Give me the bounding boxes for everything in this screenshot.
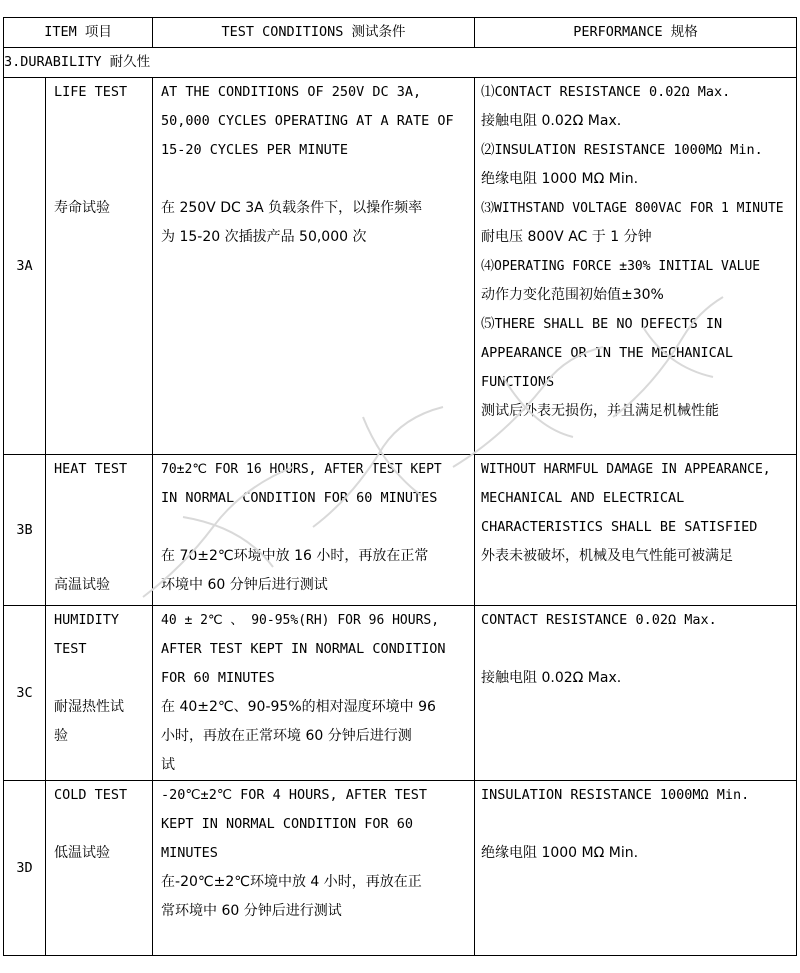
performance-line: MECHANICAL AND ELECTRICAL <box>481 490 685 506</box>
performance-line: ⑴CONTACT RESISTANCE 0.02Ω Max. <box>481 84 731 100</box>
table-row <box>4 606 797 781</box>
item-cell <box>46 781 153 956</box>
condition-line: -20℃±2℃ FOR 4 HOURS, AFTER TEST <box>161 787 428 803</box>
condition-line: 15-20 CYCLES PER MINUTE <box>161 142 348 158</box>
item-cell <box>46 78 153 455</box>
performance-line: WITHOUT HARMFUL DAMAGE IN APPEARANCE, <box>481 462 771 477</box>
condition-line-cn: 在 40±2℃、90-95%的相对湿度环境中 96 <box>161 699 436 715</box>
item-cell <box>46 455 153 606</box>
performance-line: 绝缘电阻 1000 MΩ Min. <box>481 845 639 861</box>
performance-line: INSULATION RESISTANCE 1000MΩ Min. <box>481 787 750 803</box>
condition-line: 50,000 CYCLES OPERATING AT A RATE OF <box>161 113 454 129</box>
conditions-cell <box>153 455 475 606</box>
performance-cell <box>475 781 797 956</box>
performance-line: ⑵INSULATION RESISTANCE 1000MΩ Min. <box>481 142 763 158</box>
item-name-cn: 验 <box>54 728 68 744</box>
performance-line: ⑸THERE SHALL BE NO DEFECTS IN <box>481 316 723 332</box>
conditions-cell <box>153 781 475 956</box>
condition-line: KEPT IN NORMAL CONDITION FOR 60 <box>161 816 413 832</box>
performance-line: CONTACT RESISTANCE 0.02Ω Max. <box>481 612 717 628</box>
section-row <box>4 48 797 78</box>
condition-line: FOR 60 MINUTES <box>161 670 275 686</box>
item-name-cn: 高温试验 <box>54 577 110 593</box>
condition-line: AFTER TEST KEPT IN NORMAL CONDITION <box>161 641 446 657</box>
item-name-cn: 低温试验 <box>54 845 110 861</box>
performance-line: 接触电阻 0.02Ω Max. <box>481 113 622 129</box>
durability-spec-table <box>3 17 797 956</box>
row-id: 3A <box>4 78 46 455</box>
item-name-en: TEST <box>54 641 87 657</box>
header-performance: PERFORMANCE 规格 <box>475 18 797 48</box>
conditions-cell <box>153 606 475 781</box>
condition-line: AT THE CONDITIONS OF 250V DC 3A, <box>161 84 422 100</box>
performance-line: ⑷OPERATING FORCE ±30% INITIAL VALUE <box>481 259 761 274</box>
condition-line-cn: 常环境中 60 分钟后进行测试 <box>161 903 342 919</box>
performance-line: 动作力变化范围初始值±30% <box>481 287 664 303</box>
table-row <box>4 455 797 606</box>
condition-line: 70±2℃ FOR 16 HOURS, AFTER TEST KEPT <box>161 462 442 477</box>
performance-cell <box>475 606 797 781</box>
performance-line: 测试后外表无损伤，并且满足机械性能 <box>481 403 720 419</box>
row-id: 3D <box>4 781 46 956</box>
item-name-en: COLD TEST <box>54 787 128 803</box>
performance-cell <box>475 78 797 455</box>
conditions-cell <box>153 78 475 455</box>
row-id: 3B <box>4 455 46 606</box>
performance-line: 接触电阻 0.02Ω Max. <box>481 670 622 686</box>
item-name-cn: 耐湿热性试 <box>54 699 124 715</box>
row-id: 3C <box>4 606 46 781</box>
condition-line-cn: 环境中 60 分钟后进行测试 <box>161 577 328 593</box>
spec-sheet <box>3 17 796 955</box>
item-name-cn: 寿命试验 <box>54 200 110 216</box>
performance-cell <box>475 455 797 606</box>
table-header-row <box>4 18 797 48</box>
condition-line-cn: 在 70±2℃环境中放 16 小时，再放在正常 <box>161 548 429 564</box>
performance-line: APPEARANCE OR IN THE MECHANICAL <box>481 345 733 361</box>
section-title: 3.DURABILITY 耐久性 <box>4 48 797 78</box>
performance-line: 外表未被破坏，机械及电气性能可被满足 <box>481 548 734 564</box>
item-cell <box>46 606 153 781</box>
performance-line: FUNCTIONS <box>481 374 555 390</box>
header-test-conditions: TEST CONDITIONS 测试条件 <box>153 18 475 48</box>
condition-line-cn: 在-20℃±2℃环境中放 4 小时，再放在正 <box>161 874 422 890</box>
performance-line: 绝缘电阻 1000 MΩ Min. <box>481 171 639 187</box>
header-item: ITEM 项目 <box>4 18 153 48</box>
condition-line: 40 ± 2℃ 、 90-95%(RH) FOR 96 HOURS, <box>161 613 440 628</box>
condition-line-cn: 为 15-20 次插拔产品 50,000 次 <box>161 229 367 245</box>
condition-line-cn: 试 <box>161 757 176 773</box>
condition-line: MINUTES <box>161 845 218 861</box>
condition-line: IN NORMAL CONDITION FOR 60 MINUTES <box>161 490 438 506</box>
table-row <box>4 781 797 956</box>
item-name-en: HUMIDITY <box>54 612 120 628</box>
condition-line-cn: 在 250V DC 3A 负载条件下，以操作频率 <box>161 200 423 216</box>
performance-line: ⑶WITHSTAND VOLTAGE 800VAC FOR 1 MINUTE <box>481 201 784 216</box>
item-name-en: HEAT TEST <box>54 461 128 477</box>
condition-line-cn: 小时，再放在正常环境 60 分钟后进行测 <box>161 728 412 744</box>
performance-line: 耐电压 800V AC 于 1 分钟 <box>481 229 652 245</box>
performance-line: CHARACTERISTICS SHALL BE SATISFIED <box>481 519 758 535</box>
table-row <box>4 78 797 455</box>
item-name-en: LIFE TEST <box>54 84 128 100</box>
